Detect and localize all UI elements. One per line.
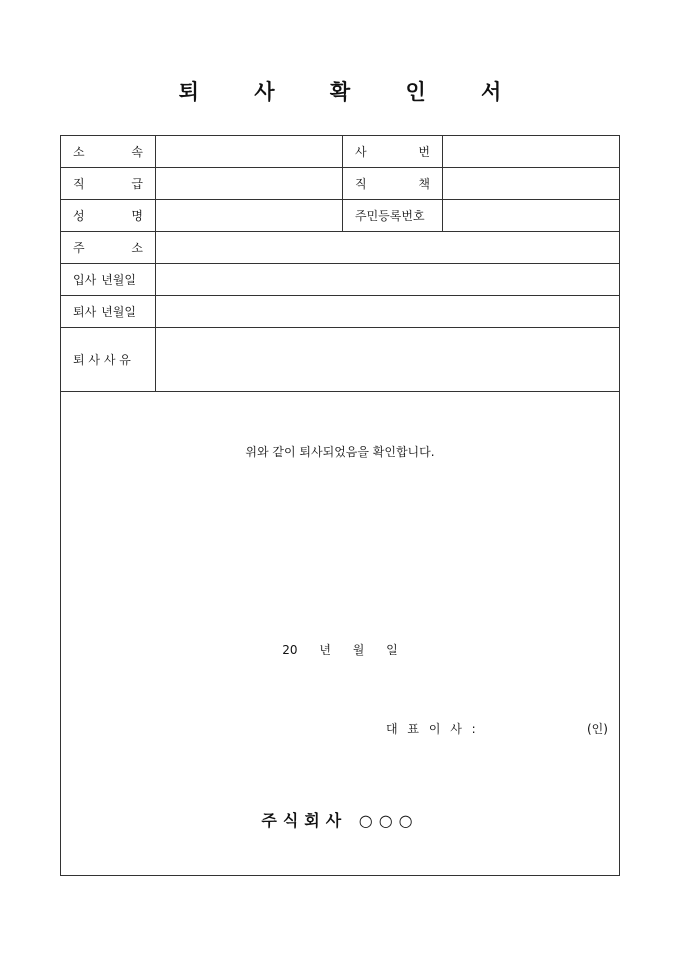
department-field[interactable] — [156, 136, 342, 167]
label-address: 주 소 — [61, 232, 156, 263]
name-field[interactable] — [156, 200, 342, 231]
row-department — [61, 136, 619, 168]
row-rank — [61, 168, 619, 200]
hire-date-field[interactable] — [156, 264, 619, 295]
company-name: 주식회사 ○○○ — [261, 811, 419, 830]
row-hire-date — [61, 264, 619, 296]
label-resident-number: 주민등록번호 — [342, 200, 443, 231]
label-position: 직 책 — [342, 168, 443, 199]
label-hire-date: 입사 년월일 — [61, 264, 156, 295]
label-resignation-reason: 퇴 사 사 유 — [61, 328, 156, 391]
label-name: 성 명 — [61, 200, 156, 231]
seal-label: (인) — [587, 722, 608, 736]
resignation-reason-field[interactable] — [156, 328, 619, 391]
document-title: 퇴 사 확 인 서 — [178, 79, 526, 104]
confirmation-statement: 위와 같이 퇴사되었음을 확인합니다. — [245, 445, 435, 459]
label-employee-number: 사 번 — [342, 136, 443, 167]
representative-label: 대 표 이 사 : — [386, 722, 479, 736]
position-field[interactable] — [443, 168, 619, 199]
employee-number-field[interactable] — [443, 136, 619, 167]
resident-number-field[interactable] — [443, 200, 619, 231]
label-department: 소 속 — [61, 136, 156, 167]
rank-field[interactable] — [156, 168, 342, 199]
row-resignation-date — [61, 296, 619, 328]
resignation-date-field[interactable] — [156, 296, 619, 327]
row-address — [61, 232, 619, 264]
label-rank: 직 급 — [61, 168, 156, 199]
address-field[interactable] — [156, 232, 619, 263]
row-resignation-reason — [61, 328, 619, 392]
label-resignation-date: 퇴사 년월일 — [61, 296, 156, 327]
confirmation-form — [60, 135, 620, 876]
issue-date: 20 년 월 일 — [282, 643, 398, 657]
row-name — [61, 200, 619, 232]
